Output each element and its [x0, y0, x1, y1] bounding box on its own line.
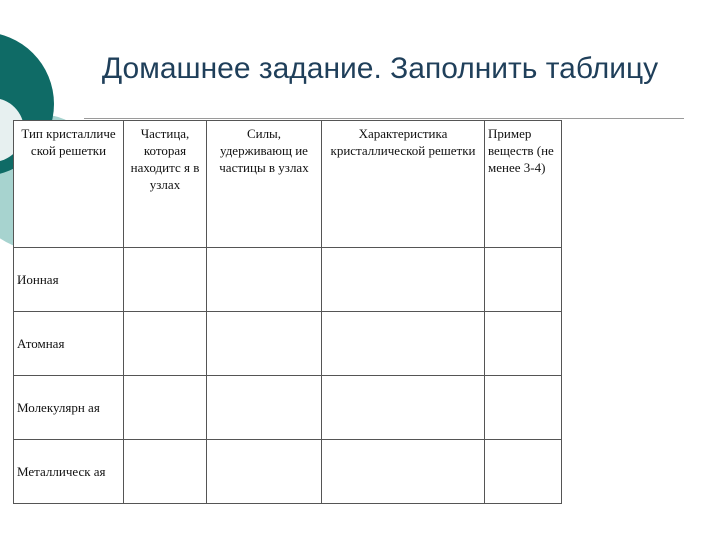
table-row: [14, 248, 562, 312]
table-cell[interactable]: [322, 312, 485, 376]
table-cell[interactable]: [322, 376, 485, 440]
crystal-lattice-table: [13, 120, 562, 504]
header-particle: Частица, которая находитс я в узлах: [124, 121, 207, 248]
table-cell[interactable]: [207, 248, 322, 312]
table-cell[interactable]: [124, 312, 207, 376]
table-cell[interactable]: [124, 248, 207, 312]
table-cell[interactable]: [485, 312, 562, 376]
table-row: [14, 440, 562, 504]
header-examples: Пример веществ (не менее 3-4): [485, 121, 562, 248]
table-cell[interactable]: [207, 312, 322, 376]
slide-title: Домашнее задание. Заполнить таблицу: [101, 52, 659, 85]
table-row: [14, 312, 562, 376]
table-cell[interactable]: [322, 440, 485, 504]
header-lattice-type: Тип кристалличе ской решетки: [14, 121, 124, 248]
table-cell[interactable]: [485, 376, 562, 440]
table-cell[interactable]: [124, 440, 207, 504]
header-forces: Силы, удерживающ ие частицы в узлах: [207, 121, 322, 248]
table-cell[interactable]: [322, 248, 485, 312]
header-characteristic: Характеристика кристаллической решетки: [322, 121, 485, 248]
row-label-ionic: Ионная: [14, 248, 124, 312]
table-cell[interactable]: [207, 376, 322, 440]
table-cell[interactable]: [485, 440, 562, 504]
row-label-molecular: Молекулярн ая: [14, 376, 124, 440]
table-cell[interactable]: [485, 248, 562, 312]
row-label-metallic: Металлическ ая: [14, 440, 124, 504]
title-underline: [84, 118, 684, 119]
table-cell[interactable]: [207, 440, 322, 504]
row-label-atomic: Атомная: [14, 312, 124, 376]
table-header-row: [14, 121, 562, 248]
table-cell[interactable]: [124, 376, 207, 440]
table-row: [14, 376, 562, 440]
